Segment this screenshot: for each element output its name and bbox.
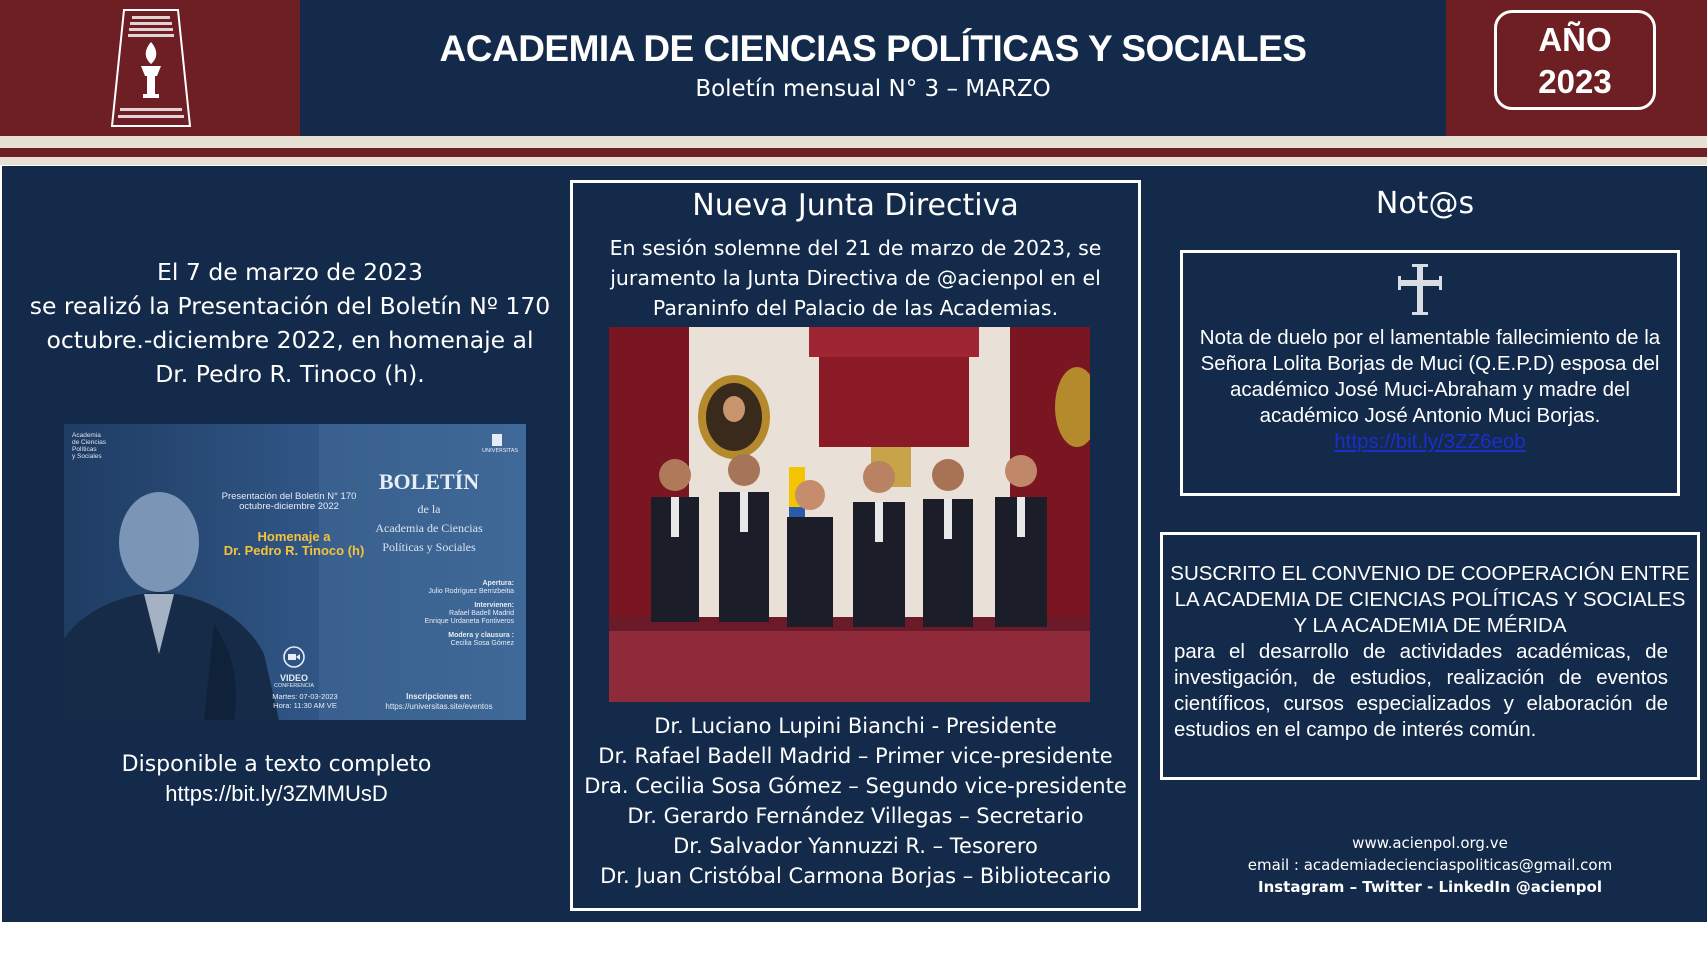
presentation-line: se realizó la Presentación del Boletín Nº 170 bbox=[29, 292, 551, 320]
poster-boletin: BOLETÍN bbox=[378, 469, 480, 494]
poster-homage-line: Homenaje a bbox=[257, 529, 331, 544]
condolence-note bbox=[1195, 325, 1665, 455]
poster-time: Hora: 11:30 AM VE bbox=[273, 701, 337, 710]
poster-presentation-line: Presentación del Boletín N° 170 bbox=[221, 491, 357, 502]
year-value: 2023 bbox=[1538, 63, 1612, 100]
junta-heading: Nueva Junta Directiva bbox=[692, 188, 1019, 223]
poster-intervienen-label: Intervienen: bbox=[474, 602, 514, 609]
poster-boletin-sub: Políticas y Sociales bbox=[382, 540, 476, 554]
board-member: Dr. Luciano Lupini Bianchi - Presidente bbox=[654, 714, 1057, 738]
available-label: Disponible a texto completo bbox=[121, 752, 432, 777]
poster-univ-text: UNIVERSITAS bbox=[482, 448, 519, 454]
website-link[interactable]: www.acienpol.org.ve bbox=[1352, 834, 1508, 852]
poster-boletin-sub: de la bbox=[417, 502, 441, 516]
available-text bbox=[64, 750, 489, 808]
board-member: Dra. Cecilia Sosa Gómez – Segundo vice-presidente bbox=[584, 774, 1127, 798]
poster-video: VIDEO bbox=[279, 673, 308, 683]
poster-modera-name: Cecilia Sosa Gómez bbox=[450, 640, 514, 647]
presentation-line: El 7 de marzo de 2023 bbox=[157, 258, 423, 286]
year-label: AÑO bbox=[1538, 21, 1612, 58]
board-member: Dr. Juan Cristóbal Carmona Borjas – Bibliotecario bbox=[600, 864, 1111, 888]
junta-intro-line: juramento la Junta Directiva de @acienpol en el bbox=[610, 266, 1101, 290]
poster-apertura-label: Apertura: bbox=[482, 580, 514, 587]
contact-block bbox=[1180, 832, 1680, 898]
board-member: Dr. Salvador Yannuzzi R. – Tesorero bbox=[673, 834, 1038, 858]
year-badge bbox=[1494, 10, 1656, 110]
page-title: ACADEMIA DE CIENCIAS POLÍTICAS Y SOCIALES bbox=[439, 28, 1307, 69]
condolence-text: Nota de duelo por el lamentable fallecimiento de la Señora Lolita Borjas de Muci (Q.E.P.D) esposa del académico José Muci-Abraham y madre del académico José Antonio Muci Borjas. bbox=[1199, 326, 1661, 427]
event-poster-image bbox=[64, 424, 526, 720]
poster-video-sub: CONFERENCIA bbox=[273, 683, 315, 689]
poster-video-block bbox=[264, 646, 324, 689]
poster-intervienen-name: Rafael Badell Madrid bbox=[449, 610, 514, 617]
universitas-logo bbox=[482, 434, 519, 460]
poster-presentation-line: octubre-diciembre 2022 bbox=[239, 501, 339, 512]
poster-inscripciones: Inscripciones en: bbox=[406, 692, 472, 701]
poster-date: Martes: 07-03-2023 bbox=[272, 692, 338, 701]
available-link[interactable]: https://bit.ly/3ZMMUsD bbox=[165, 781, 388, 806]
divider-stripe bbox=[0, 136, 1707, 148]
junta-intro-line: Paraninfo del Palacio de las Academias. bbox=[652, 296, 1059, 320]
convenio-heading: SUSCRITO EL CONVENIO DE COOPERACIÓN ENTRE LA ACADEMIA DE CIENCIAS POLÍTICAS Y SOCIALES Y LA ACADEMIA DE MÉRIDA bbox=[1170, 562, 1690, 637]
poster-apertura-name: Julio Rodríguez Berrizbeitia bbox=[428, 588, 514, 595]
divider-stripe bbox=[0, 157, 1707, 165]
junta-intro bbox=[580, 233, 1131, 323]
poster-org-line: y Sociales bbox=[72, 453, 102, 460]
divider-stripe bbox=[0, 148, 1707, 157]
board-group-photo bbox=[609, 327, 1090, 702]
poster-url: https://universitas.site/eventos bbox=[385, 702, 493, 711]
board-member: Dr. Gerardo Fernández Villegas – Secretario bbox=[627, 804, 1084, 828]
page-subtitle: Boletín mensual N° 3 – MARZO bbox=[695, 76, 1051, 102]
condolence-link[interactable]: https://bit.ly/3ZZ6eob bbox=[1334, 430, 1526, 453]
poster-boletin-sub: Academia de Ciencias bbox=[375, 521, 483, 535]
poster-homage-line: Dr. Pedro R. Tinoco (h) bbox=[223, 543, 365, 558]
poster-modera-label: Modera y clausura : bbox=[448, 632, 514, 639]
poster-org-line: Políticas bbox=[72, 446, 97, 453]
poster-org-line: Academia bbox=[72, 432, 101, 439]
convenio-body: para el desarrollo de actividades académicas, de investigación, de estudios, realización de eventos científicos, cursos especializados y elaboración de estudios en el campo de interés común. bbox=[1174, 640, 1668, 741]
board-member: Dr. Rafael Badell Madrid – Primer vice-presidente bbox=[598, 744, 1113, 768]
poster-intervienen-name: Enrique Urdaneta Fontiveros bbox=[424, 618, 514, 625]
academy-logo-icon bbox=[110, 8, 192, 128]
social-links[interactable]: Instagram – Twitter - LinkedIn @acienpol bbox=[1257, 878, 1602, 896]
email-link[interactable]: email : academiadecienciaspoliticas@gmail.com bbox=[1247, 856, 1613, 874]
notas-heading: Not@s bbox=[1375, 186, 1475, 221]
poster-org-line: de Ciencias bbox=[72, 439, 106, 446]
presentation-text bbox=[20, 255, 560, 391]
presentation-line: Dr. Pedro R. Tinoco (h). bbox=[155, 360, 425, 388]
cross-icon bbox=[1396, 264, 1444, 316]
board-members-list bbox=[570, 711, 1141, 891]
junta-intro-line: En sesión solemne del 21 de marzo de 2023, se bbox=[609, 236, 1102, 260]
presentation-line: octubre.-diciembre 2022, en homenaje al bbox=[46, 326, 534, 354]
video-camera-icon bbox=[283, 646, 305, 668]
